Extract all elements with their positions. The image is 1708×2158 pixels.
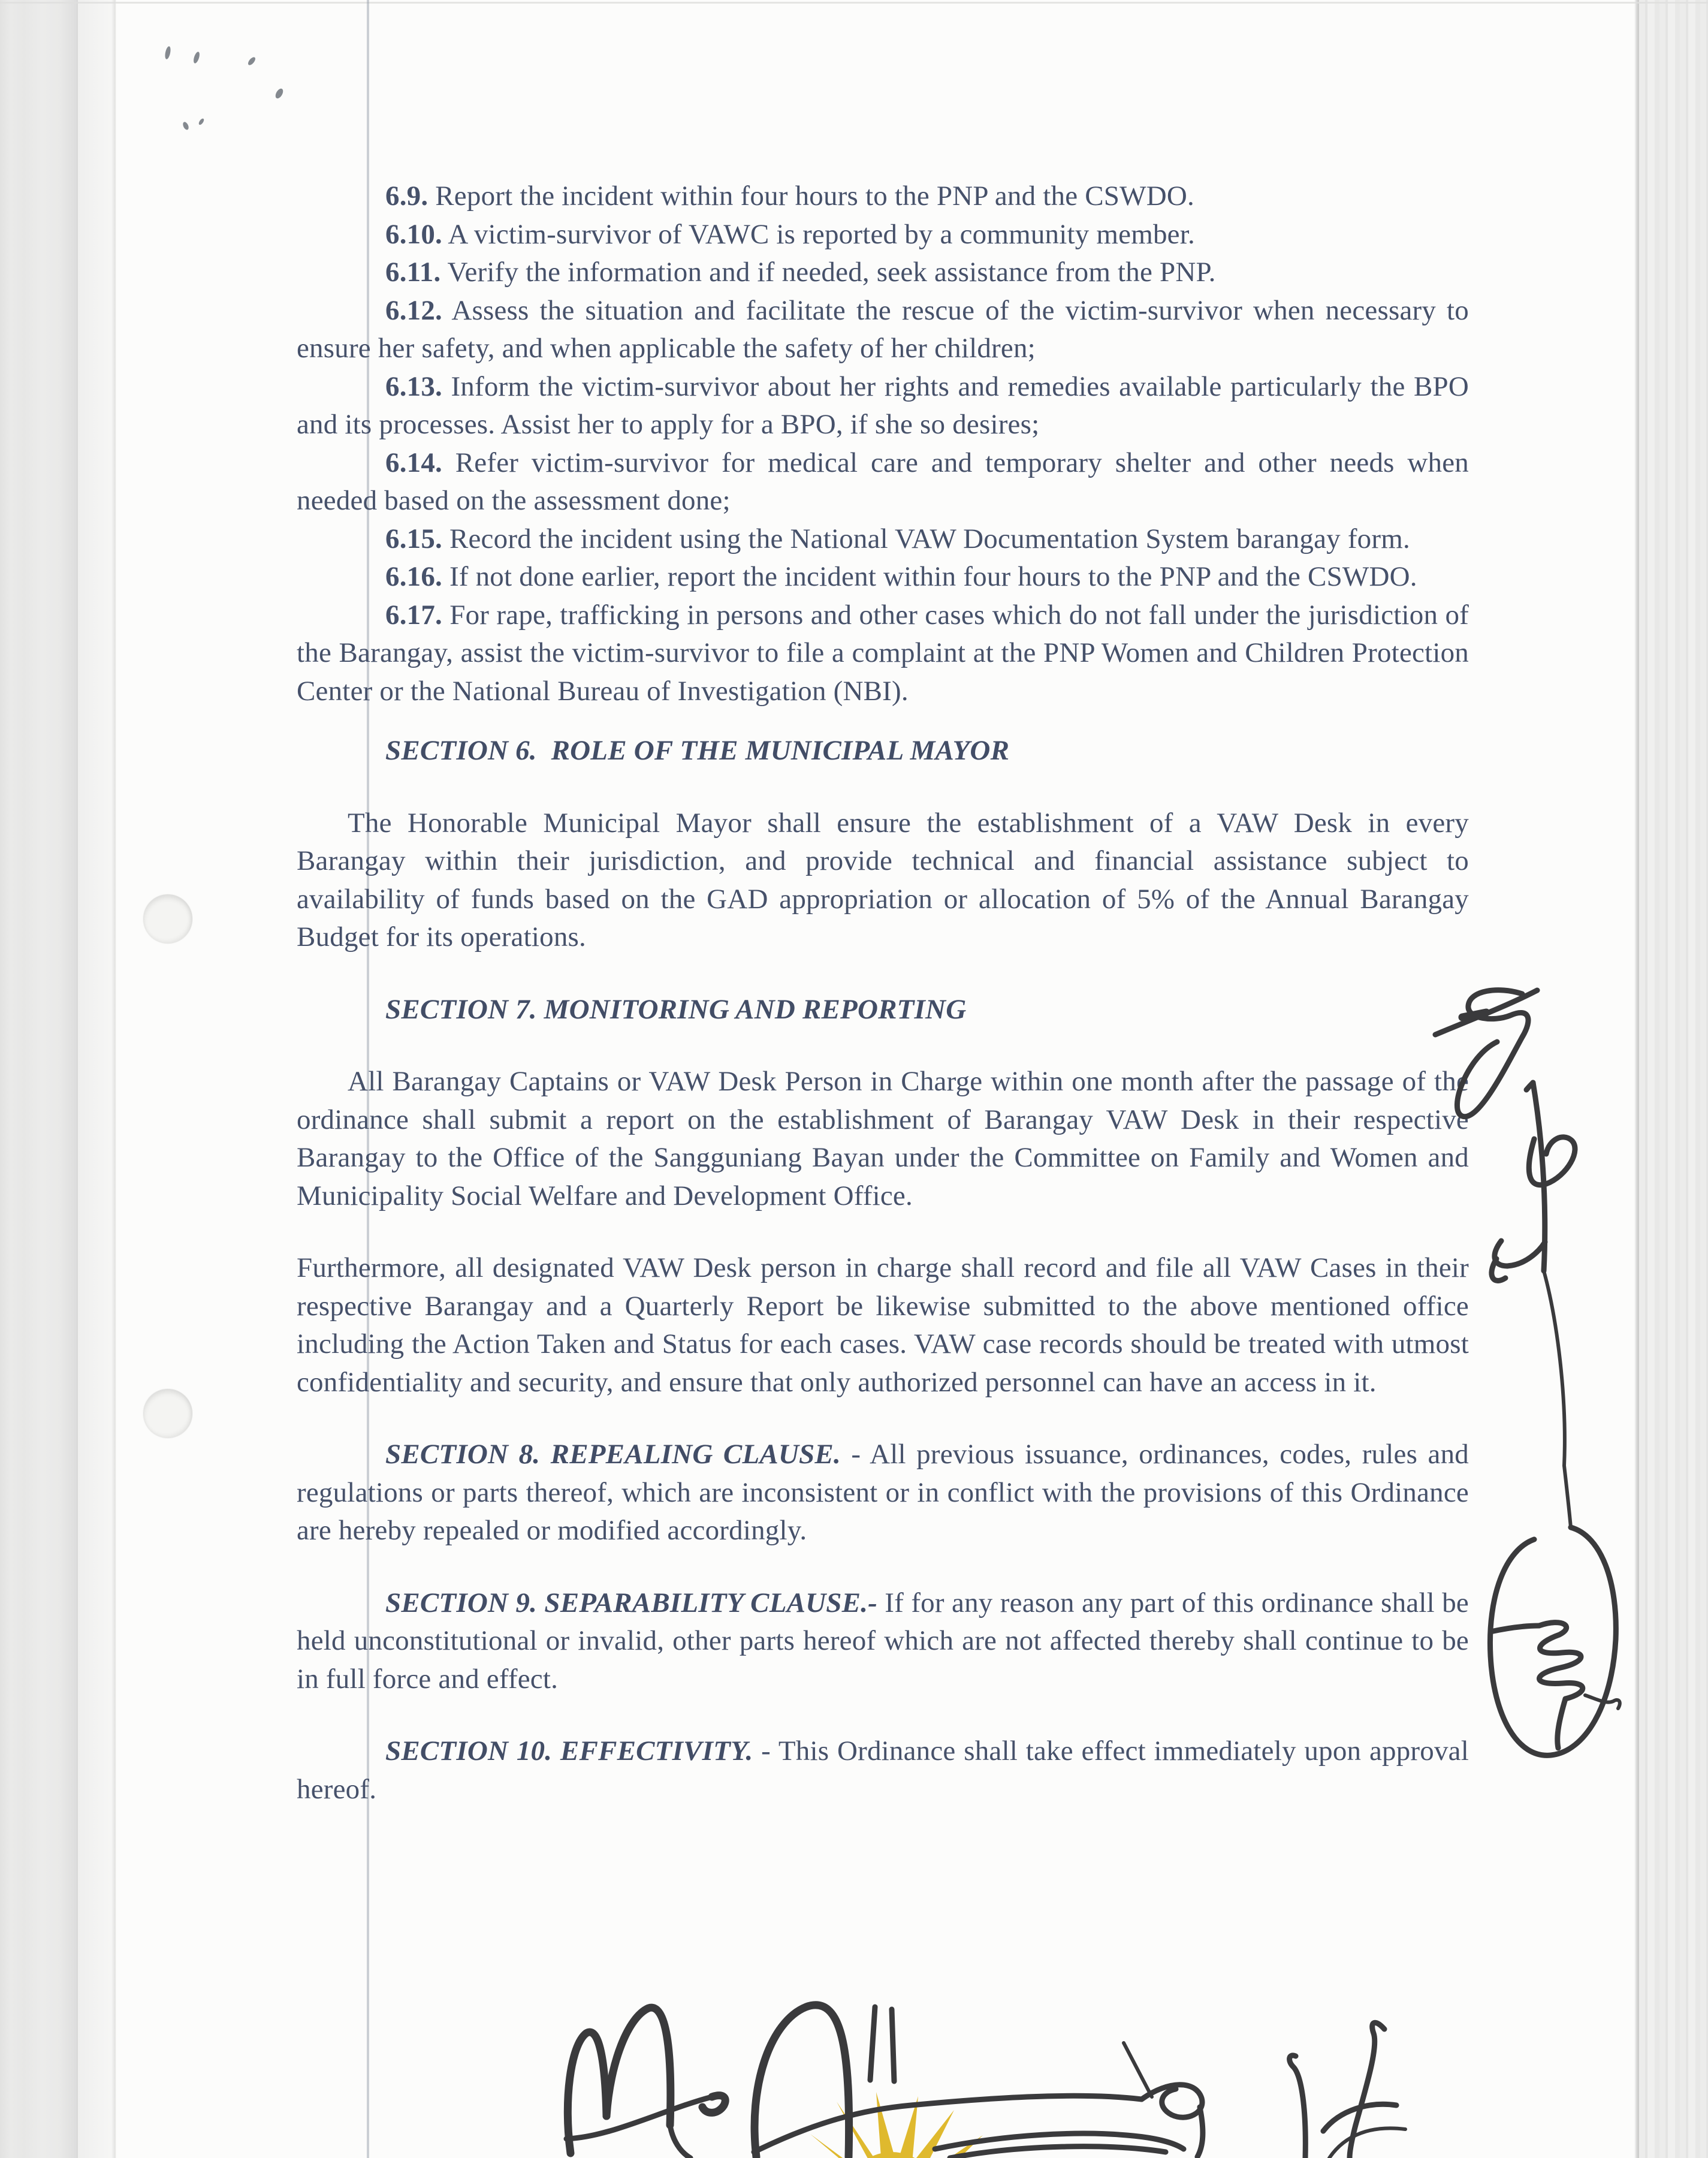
list-item xyxy=(297,444,1469,520)
scanner-edge-left xyxy=(0,0,78,2158)
item-text: For rape, trafficking in persons and other cases which do not fall under the jurisdiction of the Barangay, assist the victim-survivor to file a complaint at the PNP Women and Children Protection Center or the National Bureau of Investigation (NBI). xyxy=(297,599,1469,707)
scan-top-hairline xyxy=(0,2,1708,4)
item-text: Verify the information and if needed, seek assistance from the PNP. xyxy=(440,257,1216,288)
item-number: 6.9. xyxy=(385,180,428,212)
item-text: Report the incident within four hours to the PNP and the CSWDO. xyxy=(428,180,1194,212)
item-number: 6.12. xyxy=(385,294,442,326)
list-item xyxy=(297,216,1469,254)
list-item xyxy=(297,292,1469,368)
scanner-edge-right xyxy=(1639,0,1708,2158)
signature-bottom-left xyxy=(566,2008,725,2158)
section-7-heading: SECTION 7. MONITORING AND REPORTING xyxy=(385,993,967,1025)
paper-right-edge xyxy=(1634,0,1639,2158)
item-number: 6.15. xyxy=(385,523,442,554)
item-number: 6.17. xyxy=(385,599,442,631)
ink-specks xyxy=(164,46,285,131)
punch-hole-top xyxy=(143,894,192,944)
section-6-heading: SECTION 6. ROLE OF THE MUNICIPAL MAYOR xyxy=(385,735,1010,766)
signature-bottom-center xyxy=(754,2005,1203,2158)
signature-initial-2 xyxy=(1492,1083,1575,1466)
item-text: Inform the victim-survivor about her rights and remedies available particularly the BPO and its processes. Assist her to apply for a BPO, if she so desires; xyxy=(297,370,1469,440)
section-8-heading: SECTION 8. REPEALING CLAUSE. xyxy=(385,1439,841,1470)
section-9-text: If for any reason any part of this ordinance shall be held unconstitutional or invalid, other parts hereof which are not affected thereby shall continue to be in full force and effect. xyxy=(297,1587,1469,1695)
item-text: Refer victim-survivor for medical care and temporary shelter and other needs when needed based on the assessment done; xyxy=(297,447,1469,516)
section-7-paragraph-2: Furthermore, all designated VAW Desk person in charge shall record and file all VAW Cases in their respective Barangay and a Quarterly Report be likewise submitted to the above mentioned office including the Action Taken and Status for each cases. VAW case records should be treated with utmost confidentiality and security, and ensure that only authorized personnel can have an access in it. xyxy=(297,1252,1469,1398)
list-item xyxy=(297,558,1469,596)
signature-initial-3 xyxy=(1490,1466,1619,1755)
list-item xyxy=(297,520,1469,559)
section-10-text: - This Ordinance shall take effect immediately upon approval hereof. xyxy=(297,1735,1469,1805)
section-9-heading: SECTION 9. SEPARABILITY CLAUSE.- xyxy=(385,1587,877,1618)
list-item xyxy=(297,596,1469,711)
item-text: If not done earlier, report the incident within four hours to the PNP and the CSWDO. xyxy=(442,561,1417,592)
item-number: 6.13. xyxy=(385,370,442,402)
item-number: 6.11. xyxy=(385,257,441,288)
section-8-text: - All previous issuance, ordinances, codes, rules and regulations or parts thereof, which are inconsistent or in conflict with the provisions of this Ordinance are hereby repealed or modified accordingly. xyxy=(297,1439,1469,1546)
item-text: Assess the situation and facilitate the rescue of the victim-survivor when necessary to ensure her safety, and when applicable the safety of her children; xyxy=(297,294,1469,364)
section-10-heading: SECTION 10. EFFECTIVITY. xyxy=(385,1735,753,1767)
item-text: A victim-survivor of VAWC is reported by a community member. xyxy=(442,218,1195,250)
section-10-paragraph xyxy=(297,1732,1469,1809)
list-item xyxy=(297,177,1469,216)
item-number: 6.14. xyxy=(385,447,442,478)
list-item xyxy=(297,368,1469,444)
signature-bottom-right xyxy=(1290,2023,1405,2158)
item-number: 6.16. xyxy=(385,561,442,592)
list-item xyxy=(297,254,1469,292)
section-8-paragraph xyxy=(297,1436,1469,1550)
sun-emblem xyxy=(810,2092,983,2158)
section-6-paragraph: The Honorable Municipal Mayor shall ensure the establishment of a VAW Desk in every Barangay within their jurisdiction, and provide technical and financial assistance subject to availability of funds based on the GAD appropriation or allocation of 5% of the Annual Barangay Budget for its operations. xyxy=(297,807,1469,953)
section-9-paragraph xyxy=(297,1584,1469,1699)
section-7-paragraph-1: All Barangay Captains or VAW Desk Person in Charge within one month after the passage of the ordinance shall submit a report on the establishment of Barangay VAW Desk in their respective Barangay to the Office of the Sangguniang Bayan under the Committee on Family and Women and Municipality Social Welfare and Development Office. xyxy=(297,1066,1469,1211)
item-number: 6.10. xyxy=(385,218,442,250)
document-body xyxy=(297,177,1469,1809)
punch-hole-bottom xyxy=(143,1389,192,1438)
paper-curl-left xyxy=(78,0,116,2158)
item-text: Record the incident using the National VAW Documentation System barangay form. xyxy=(442,523,1410,554)
